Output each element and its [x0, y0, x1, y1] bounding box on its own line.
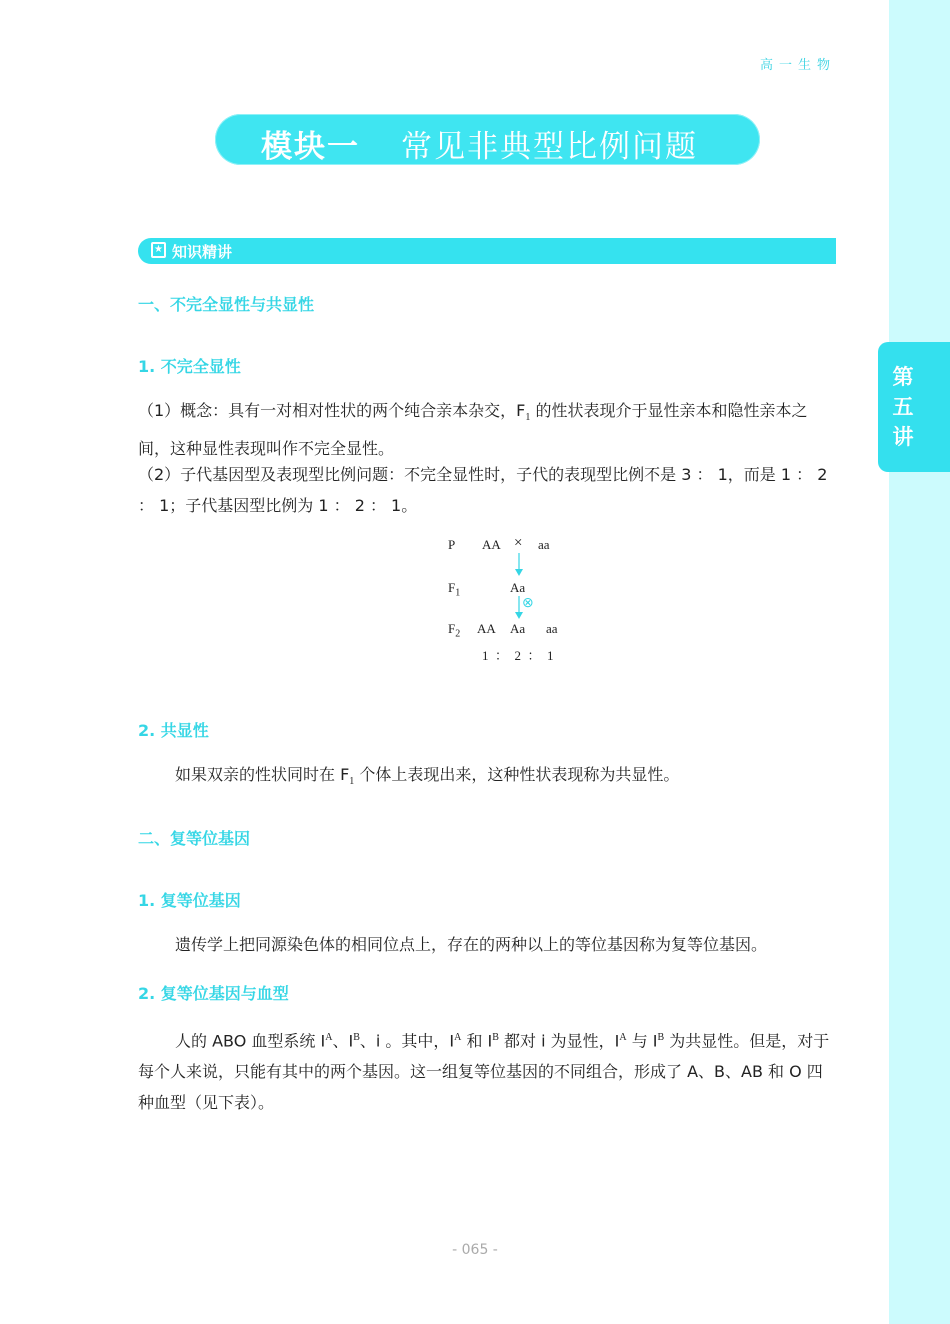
text-run: 与 I: [626, 1031, 658, 1051]
chapter-tab-char: 五: [892, 395, 914, 419]
f2-genotype: aa: [546, 621, 558, 636]
superscript: A: [454, 1032, 462, 1043]
module-number: 模块一: [261, 129, 360, 165]
text-run: （1）概念：具有一对相对性状的两个纯合亲本杂交，F: [138, 401, 526, 420]
superscript: B: [657, 1032, 665, 1043]
section-heading: 二、复等位基因: [138, 829, 251, 848]
text-run: 为共显性。但是，对于每个人来说，只能有其中的两个基因。这一组复等位基因的不同组合，形成了 A、B、AB 和 O 四种血型（见下表）。: [138, 1031, 830, 1113]
f2-genotype: AA: [477, 621, 496, 636]
f2-genotype: Aa: [510, 621, 526, 636]
selfing-icon: ⊗: [522, 596, 534, 611]
f2-ratio: 1 ： 2 ： 1: [482, 648, 554, 663]
p-genotype-right: aa: [538, 537, 550, 552]
chapter-tab-char: 讲: [892, 425, 914, 449]
f2-label: $F_2$: [448, 621, 461, 640]
subsection-heading: 1. 不完全显性: [138, 357, 241, 376]
section-bar-label: 知识精讲: [172, 243, 233, 261]
paragraph: 遗传学上把同源染色体的相同位点上，存在的两种以上的等位基因称为复等位基因。: [175, 935, 768, 954]
text-run: 个体上表现出来，这种性状表现称为共显性。: [354, 765, 680, 784]
f1-label: $F_1$: [448, 580, 461, 599]
paragraph: [138, 1022, 838, 1118]
superscript: B: [353, 1032, 360, 1043]
side-strip: [889, 0, 950, 1324]
subsection-heading: 2. 共显性: [138, 721, 209, 740]
p-label: P: [448, 537, 456, 552]
text-run: 如果双亲的性状同时在 F: [175, 765, 350, 784]
chapter-tab-char: 第: [892, 365, 914, 389]
cross-diagram: [440, 535, 580, 665]
section-bar: [138, 238, 836, 264]
superscript: B: [492, 1032, 499, 1043]
text-run: 和 I: [461, 1031, 493, 1051]
down-arrow-icon: [514, 553, 524, 577]
text-run: 、i 。其中，I: [359, 1031, 455, 1051]
section-heading: 一、不完全显性与共显性: [138, 295, 315, 314]
text-run: 、I: [332, 1031, 354, 1051]
text-run: 的性状表现介于显性亲本和隐性亲本之间，这种显性表现叫作不完全显性。: [138, 401, 808, 459]
subsection-heading: 2. 复等位基因与血型: [138, 984, 289, 1003]
star-bookmark-icon: ★: [151, 242, 166, 258]
subscript: 1: [349, 776, 355, 788]
paragraph: [175, 759, 838, 797]
p-genotype-left: AA: [482, 537, 501, 552]
text-run: 人的 ABO 血型系统 I: [175, 1031, 326, 1051]
superscript: A: [619, 1032, 627, 1043]
module-topic: 常见非典型比例问题: [401, 129, 698, 165]
module-title-banner: [215, 114, 760, 165]
paragraph: [138, 395, 838, 464]
cross-symbol: ×: [514, 535, 523, 551]
chapter-tab: [878, 342, 950, 472]
superscript: A: [325, 1032, 333, 1043]
subscript: 1: [525, 412, 531, 424]
subject-header: 高一生物: [759, 58, 836, 73]
f1-genotype: Aa: [510, 580, 526, 595]
page-number: - 065 -: [452, 1242, 498, 1258]
paragraph: （2）子代基因型及表现型比例问题：不完全显性时，子代的表现型比例不是 3 ： 1，而是 1 ： 2 ： 1；子代基因型比例为 1 ： 2 ： 1。: [138, 465, 828, 515]
subsection-heading: 1. 复等位基因: [138, 891, 241, 910]
text-run: 都对 i 为显性，I: [498, 1031, 620, 1051]
